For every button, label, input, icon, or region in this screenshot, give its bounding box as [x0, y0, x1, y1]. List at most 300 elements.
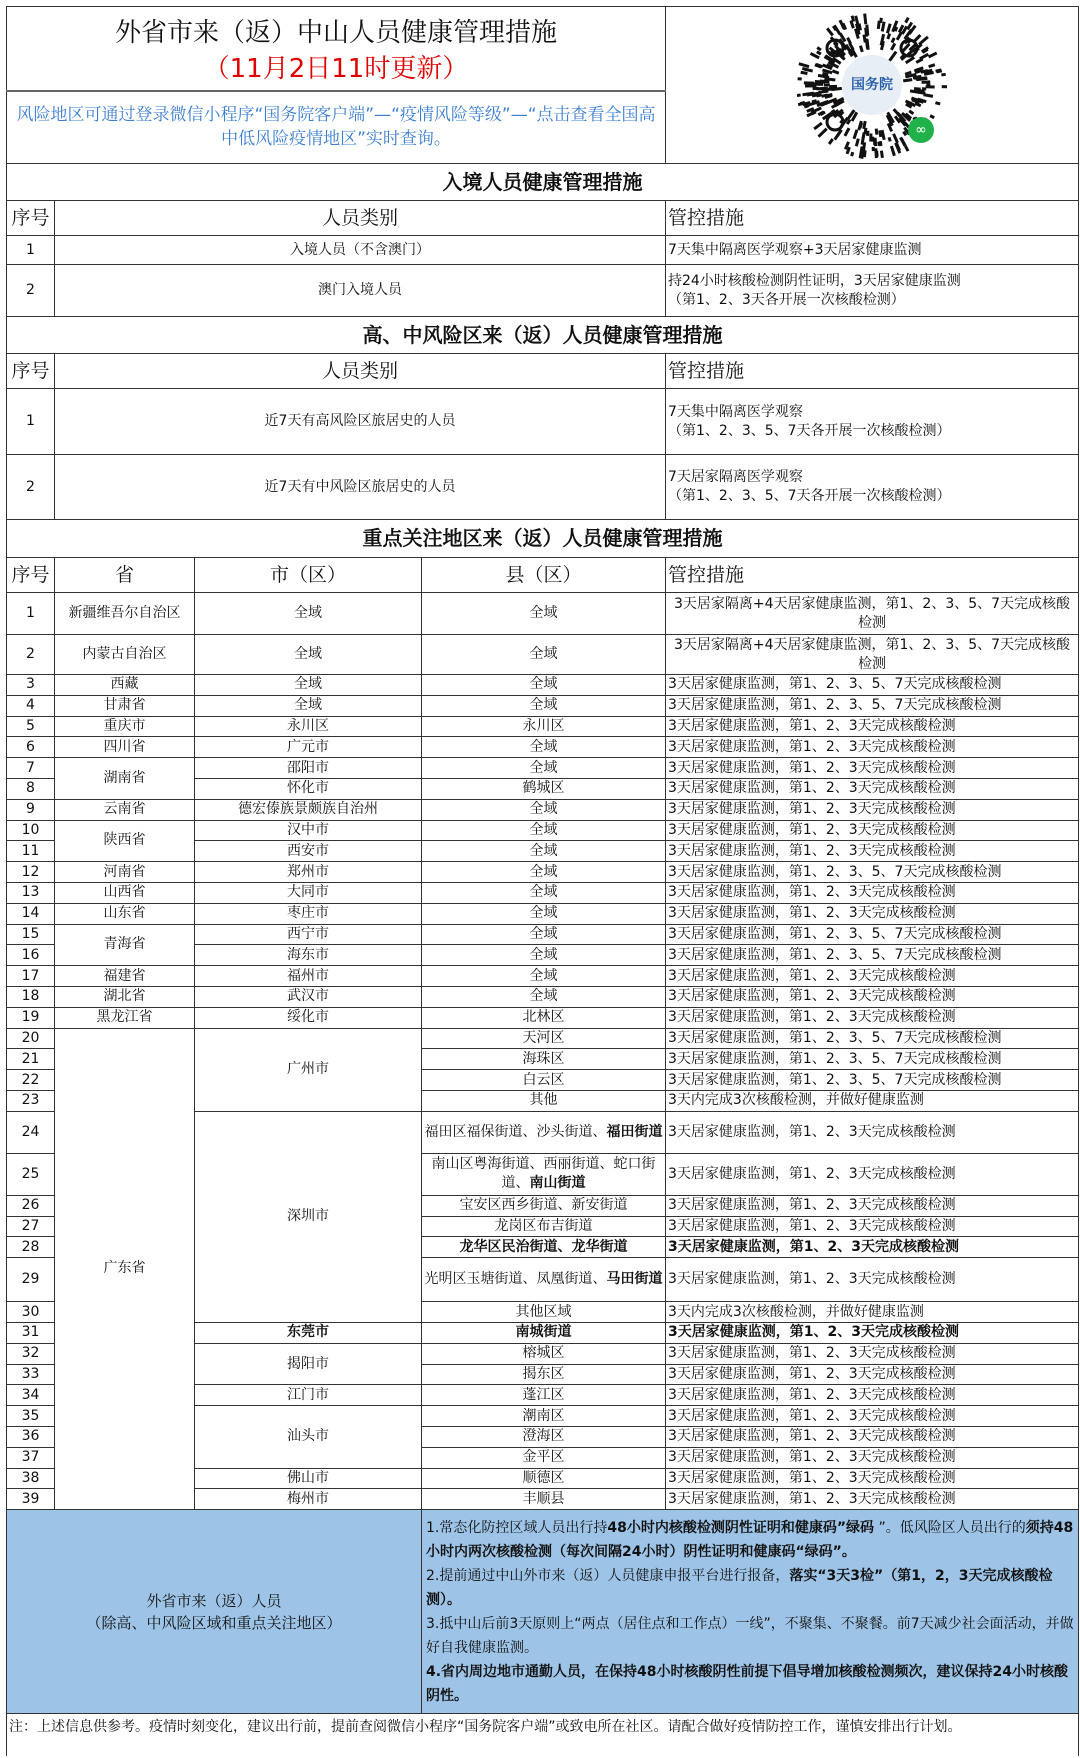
- table-row: [7, 593, 1079, 635]
- city: 全域: [195, 695, 422, 716]
- state-council-logo: 国务院: [842, 55, 902, 115]
- table-row: [7, 1007, 1079, 1028]
- county-text: 全域: [529, 884, 558, 901]
- label-line-1: 外省市来（返）人员: [146, 1591, 282, 1610]
- city: 广元市: [195, 737, 422, 758]
- county: [422, 1468, 666, 1489]
- county-text: 全域: [529, 946, 558, 963]
- table-row: [7, 882, 1079, 903]
- county-text-highlight: 南山街道: [529, 1175, 586, 1192]
- control-measures: 3天居家健康监测，第1、2、3天完成核酸检测: [666, 1364, 1079, 1385]
- province: 重庆市: [55, 716, 195, 737]
- control-measures: 3天居家健康监测，第1、2、3、5、7天完成核酸检测: [666, 1049, 1079, 1070]
- county-text: 全域: [529, 842, 558, 859]
- control-measures: 3天居家健康监测，第1、2、3天完成核酸检测: [666, 1343, 1079, 1364]
- row-number: 2: [7, 455, 55, 520]
- qr-dot: [892, 133, 899, 143]
- city: 佛山市: [195, 1468, 422, 1489]
- row-number: 37: [7, 1447, 55, 1468]
- county-text: 龙岗区布吉街道: [494, 1217, 593, 1234]
- person-category: 入境人员（不含澳门）: [55, 236, 666, 265]
- qr-dot: [863, 13, 867, 24]
- county-text: 天河区: [522, 1029, 565, 1046]
- county: [422, 593, 666, 635]
- county: [422, 1028, 666, 1049]
- city: 全域: [195, 675, 422, 696]
- county: [422, 1153, 666, 1195]
- col-header-measures: 管控措施: [666, 558, 1079, 593]
- county: [422, 862, 666, 883]
- control-measures: 3天居家健康监测，第1、2、3、5、7天完成核酸检测: [666, 924, 1079, 945]
- qr-dot: [880, 150, 884, 158]
- qr-dot: [872, 147, 875, 151]
- county: [422, 695, 666, 716]
- row-number: 33: [7, 1364, 55, 1385]
- city: 福州市: [195, 966, 422, 987]
- control-measures: [666, 236, 1079, 265]
- col-header-measures: 管控措施: [666, 354, 1079, 389]
- control-measures: 3天居家健康监测，第1、2、3天完成核酸检测: [666, 758, 1079, 779]
- county: [422, 1447, 666, 1468]
- county: [422, 1302, 666, 1323]
- county: [422, 758, 666, 779]
- qr-dot: [817, 128, 827, 138]
- row-number: 6: [7, 737, 55, 758]
- city: 揭阳市: [195, 1343, 422, 1385]
- city: 东莞市: [195, 1322, 422, 1343]
- section-header: [7, 164, 1079, 201]
- qr-dot: [826, 27, 834, 36]
- qr-dot: [886, 33, 891, 39]
- province: 西藏: [55, 675, 195, 696]
- province: 云南省: [55, 799, 195, 820]
- city: 德宏傣族景颇族自治州: [195, 799, 422, 820]
- row-number: 21: [7, 1049, 55, 1070]
- county-text: 全域: [529, 646, 558, 662]
- row-number: 15: [7, 924, 55, 945]
- qr-dot: [832, 69, 839, 74]
- control-measures: 3天居家健康监测，第1、2、3天完成核酸检测: [666, 1426, 1079, 1447]
- county-text: 鹤城区: [522, 780, 565, 797]
- county-text: 全域: [529, 925, 558, 942]
- county-text: 全域: [529, 801, 558, 818]
- qr-dot: [816, 46, 821, 51]
- county-text: 金平区: [522, 1449, 565, 1466]
- person-category: 近7天有高风险区旅居史的人员: [55, 389, 666, 455]
- county: [422, 1237, 666, 1258]
- qr-dot: [881, 21, 886, 31]
- row-number: 5: [7, 716, 55, 737]
- county-text: 全域: [529, 821, 558, 838]
- qr-dot: [800, 71, 807, 75]
- control-measures: 3天居家隔离+4天居家健康监测，第1、2、3、5、7天完成核酸检测: [666, 593, 1079, 635]
- county-text: 澄海区: [522, 1428, 565, 1445]
- county: [422, 820, 666, 841]
- qr-dot: [890, 146, 896, 157]
- control-measures: 3天居家健康监测，第1、2、3天完成核酸检测: [666, 1111, 1079, 1153]
- row-number: 8: [7, 778, 55, 799]
- row-number: 27: [7, 1216, 55, 1237]
- row-number: 30: [7, 1302, 55, 1323]
- qr-dot: [850, 152, 854, 157]
- county: [422, 716, 666, 737]
- county-text: 全域: [529, 988, 558, 1005]
- county: [422, 1406, 666, 1427]
- row-number: 19: [7, 1007, 55, 1028]
- qr-dot: [806, 112, 812, 117]
- county: [422, 1343, 666, 1364]
- county: [422, 841, 666, 862]
- row-number: 11: [7, 841, 55, 862]
- county: [422, 882, 666, 903]
- county: [422, 675, 666, 696]
- row-number: 4: [7, 695, 55, 716]
- wechat-miniprogram-icon: ∞: [908, 117, 934, 143]
- control-measures: 3天居家健康监测，第1、2、3天完成核酸检测: [666, 966, 1079, 987]
- county-text: 其他: [529, 1092, 558, 1109]
- table-row: [7, 716, 1079, 737]
- qr-dot: [844, 127, 851, 136]
- control-measures: 3天居家健康监测，第1、2、3天完成核酸检测: [666, 716, 1079, 737]
- table-row: [7, 966, 1079, 987]
- table-row: [7, 675, 1079, 696]
- province: 湖北省: [55, 986, 195, 1007]
- city: 大同市: [195, 882, 422, 903]
- county-text-highlight: 龙华区民治街道、龙华街道: [459, 1238, 628, 1255]
- qr-dot: [797, 93, 801, 97]
- measure-detail: （第1、2、3天各开展一次核酸检测）: [668, 291, 905, 308]
- county-text: 全域: [529, 905, 558, 922]
- column-header-row: [7, 558, 1079, 593]
- control-measures: 3天居家健康监测，第1、2、3天完成核酸检测: [666, 1237, 1079, 1258]
- qr-dot: [877, 142, 880, 146]
- row-number: 20: [7, 1028, 55, 1049]
- city: 汉中市: [195, 820, 422, 841]
- county: [422, 986, 666, 1007]
- table-row: [7, 799, 1079, 820]
- county-text-highlight: 福田街道: [606, 1123, 663, 1140]
- county-text: 揭东区: [522, 1365, 565, 1382]
- control-measures: 3天居家健康监测，第1、2、3天完成核酸检测: [666, 1007, 1079, 1028]
- province: 河南省: [55, 862, 195, 883]
- city: 永川区: [195, 716, 422, 737]
- qr-dot: [926, 85, 935, 88]
- control-measures: 3天居家健康监测，第1、2、3、5、7天完成核酸检测: [666, 1070, 1079, 1091]
- county-text-highlight: 南城街道: [515, 1324, 572, 1341]
- county-text: 光明区玉塘街道、凤凰街道、: [424, 1271, 607, 1288]
- control-measures: 3天居家健康监测，第1、2、3天完成核酸检测: [666, 1489, 1079, 1510]
- county: [422, 1364, 666, 1385]
- province: 广东省: [55, 1028, 195, 1510]
- qr-dot: [888, 137, 892, 142]
- table-row: [7, 758, 1079, 779]
- other-regions-row: [7, 1510, 1079, 1714]
- province: 内蒙古自治区: [55, 635, 195, 675]
- col-header-category: 人员类别: [55, 201, 666, 236]
- row-number: 26: [7, 1195, 55, 1216]
- row-number: 36: [7, 1426, 55, 1447]
- table-row: [7, 903, 1079, 924]
- qr-dot: [890, 43, 896, 51]
- province: 山东省: [55, 903, 195, 924]
- city: 西宁市: [195, 924, 422, 945]
- county-text: 潮南区: [522, 1407, 565, 1424]
- city: 绥化市: [195, 1007, 422, 1028]
- section-header: [7, 317, 1079, 354]
- table-row: [7, 737, 1079, 758]
- row-number: 28: [7, 1237, 55, 1258]
- row-number: 9: [7, 799, 55, 820]
- qr-dot: [916, 58, 924, 64]
- county-text: 蓬江区: [522, 1386, 565, 1403]
- table-row: [7, 695, 1079, 716]
- control-measures: 3天居家健康监测，第1、2、3天完成核酸检测: [666, 1195, 1079, 1216]
- qr-code[interactable]: [668, 10, 1076, 160]
- row-number: 2: [7, 265, 55, 317]
- qr-dot: [874, 138, 877, 147]
- row-number: 10: [7, 820, 55, 841]
- section-header: [7, 520, 1079, 558]
- control-measures: 3天内完成3次核酸检测，并做好健康监测: [666, 1090, 1079, 1111]
- county-text: 海珠区: [522, 1050, 565, 1067]
- qr-dot: [824, 83, 830, 86]
- city: 深圳市: [195, 1111, 422, 1322]
- row-number: 32: [7, 1343, 55, 1364]
- col-header-measures: 管控措施: [666, 201, 1079, 236]
- city: 汕头市: [195, 1406, 422, 1468]
- row-number: 16: [7, 945, 55, 966]
- note-text: 1.常态化防控区域人员出行持: [426, 1519, 608, 1536]
- control-measures: 3天居家健康监测，第1、2、3天完成核酸检测: [666, 986, 1079, 1007]
- control-measures: 3天居家健康监测，第1、2、3天完成核酸检测: [666, 1468, 1079, 1489]
- city: 怀化市: [195, 778, 422, 799]
- section-title: 高、中风险区来（返）人员健康管理措施: [7, 317, 1079, 354]
- measure-note-4: [426, 1660, 1074, 1708]
- col-header-seq: 序号: [7, 354, 55, 389]
- county-text-highlight: 马田街道: [606, 1271, 663, 1288]
- control-measures: 3天居家健康监测，第1、2、3天完成核酸检测: [666, 841, 1079, 862]
- table-row: [7, 862, 1079, 883]
- city: 武汉市: [195, 986, 422, 1007]
- qr-dot: [928, 52, 938, 59]
- county-text: 福田区福保街道、沙头街道、: [424, 1123, 607, 1140]
- control-measures: 3天居家健康监测，第1、2、3天完成核酸检测: [666, 882, 1079, 903]
- control-measures: 3天居家健康监测，第1、2、3天完成核酸检测: [666, 1216, 1079, 1237]
- qr-dot: [941, 73, 946, 77]
- label-line-2: （除高、中风险区域和重点关注地区）: [86, 1613, 342, 1632]
- county-text: 全域: [529, 605, 558, 621]
- control-measures: 3天居家健康监测，第1、2、3天完成核酸检测: [666, 1385, 1079, 1406]
- control-measures: 3天居家健康监测，第1、2、3天完成核酸检测: [666, 737, 1079, 758]
- column-header-row: [7, 354, 1079, 389]
- qr-dot: [886, 23, 892, 33]
- footnote-row: [7, 1714, 1079, 1757]
- city: 枣庄市: [195, 903, 422, 924]
- table-row: [7, 635, 1079, 675]
- county: [422, 903, 666, 924]
- measure-line: 7天居家隔离医学观察: [668, 469, 803, 485]
- control-measures: 3天居家健康监测，第1、2、3天完成核酸检测: [666, 1406, 1079, 1427]
- measure-line: 持24小时核酸检测阴性证明，3天居家健康监测: [668, 272, 961, 289]
- county-text: 全域: [529, 676, 558, 693]
- county-text: 永川区: [522, 717, 565, 734]
- qr-code-cell: [666, 7, 1079, 164]
- row-number: 39: [7, 1489, 55, 1510]
- county-text: 北林区: [522, 1009, 565, 1026]
- control-measures: 3天居家健康监测，第1、2、3、5、7天完成核酸检测: [666, 1028, 1079, 1049]
- column-header-row: [7, 201, 1079, 236]
- qr-dot: [804, 81, 814, 84]
- county: [422, 737, 666, 758]
- col-header-city: 市（区）: [195, 558, 422, 593]
- col-header-seq: 序号: [7, 558, 55, 593]
- col-header-seq: 序号: [7, 201, 55, 236]
- province: 甘肃省: [55, 695, 195, 716]
- control-measures: [666, 455, 1079, 520]
- qr-dot: [833, 130, 841, 140]
- table-row: [7, 389, 1079, 455]
- province: 四川省: [55, 737, 195, 758]
- county: [422, 1070, 666, 1091]
- qr-dot: [875, 128, 879, 134]
- person-category: 澳门入境人员: [55, 265, 666, 317]
- qr-dot: [798, 62, 809, 68]
- row-number: 13: [7, 882, 55, 903]
- row-number: 3: [7, 675, 55, 696]
- measure-detail: （第1、2、3、5、7天各开展一次核酸检测）: [668, 422, 951, 439]
- measure-line: 7天集中隔离医学观察+3天居家健康监测: [668, 241, 922, 258]
- city: 梅州市: [195, 1489, 422, 1510]
- county: [422, 966, 666, 987]
- county-text: 白云区: [522, 1071, 565, 1088]
- note-text: 须持48小时内两次核酸检测（每次间隔24小时）阴性证明和健康码“绿码”。: [426, 1519, 1074, 1560]
- county-text: 榕城区: [522, 1345, 565, 1362]
- row-number: 25: [7, 1153, 55, 1195]
- county: [422, 1007, 666, 1028]
- qr-dot: [877, 21, 881, 29]
- qr-dot: [855, 138, 860, 146]
- table-row: [7, 986, 1079, 1007]
- person-category: 近7天有中风险区旅居史的人员: [55, 455, 666, 520]
- title-text: 外省市来（返）中山人员健康管理措施: [115, 18, 558, 49]
- note-text: 落实“3天3检”（第1，2，3天完成核酸检测）。: [426, 1567, 1053, 1608]
- county: [422, 1385, 666, 1406]
- footnote: 注：上述信息供参考。疫情时刻变化，建议出行前，提前查阅微信小程序“国务院客户端”或致电所在社区。请配合做好疫情防控工作，谨慎安排出行计划。: [7, 1714, 1079, 1757]
- row-number: 24: [7, 1111, 55, 1153]
- county-text: 全域: [529, 863, 558, 880]
- province: 青海省: [55, 924, 195, 966]
- row-number: 7: [7, 758, 55, 779]
- row-number: 1: [7, 236, 55, 265]
- risk-query-notice: 风险地区可通过登录微信小程序“国务院客户端”—“疫情风险等级”—“点击查看全国高中低风险疫情地区”实时查询。: [7, 91, 666, 164]
- table-row: [7, 1028, 1079, 1049]
- county-text: 宝安区西乡街道、新安街道: [459, 1197, 628, 1214]
- county: [422, 1489, 666, 1510]
- qr-dot: [813, 122, 822, 130]
- qr-dot: [859, 45, 864, 52]
- section-title: 入境人员健康管理措施: [7, 164, 1079, 201]
- row-number: 35: [7, 1406, 55, 1427]
- county-text: 全域: [529, 697, 558, 714]
- control-measures: [666, 389, 1079, 455]
- row-number: 1: [7, 593, 55, 635]
- city: 江门市: [195, 1385, 422, 1406]
- county: [422, 799, 666, 820]
- row-number: 17: [7, 966, 55, 987]
- row-number: 14: [7, 903, 55, 924]
- col-header-province: 省: [55, 558, 195, 593]
- control-measures: 3天居家健康监测，第1、2、3天完成核酸检测: [666, 799, 1079, 820]
- row-number: 23: [7, 1090, 55, 1111]
- control-measures: 3天居家健康监测，第1、2、3、5、7天完成核酸检测: [666, 675, 1079, 696]
- county: [422, 1258, 666, 1302]
- county-text: 丰顺县: [522, 1490, 565, 1507]
- measure-note-2: [426, 1564, 1074, 1612]
- control-measures: 3天居家健康监测，第1、2、3天完成核酸检测: [666, 903, 1079, 924]
- note-text: 4.省内周边地市通勤人员，在保持48小时核酸阴性前提下倡导增加核酸检测频次，建议保持24小时核酸阴性。: [426, 1663, 1069, 1704]
- other-regions-label: [7, 1510, 422, 1714]
- county: [422, 1049, 666, 1070]
- city: 全域: [195, 593, 422, 635]
- col-header-category: 人员类别: [55, 354, 666, 389]
- county-text: 其他区域: [515, 1303, 572, 1320]
- province: 福建省: [55, 966, 195, 987]
- qr-dot: [935, 101, 941, 105]
- measure-line: 7天集中隔离医学观察: [668, 403, 803, 420]
- county: [422, 1426, 666, 1447]
- province: 新疆维吾尔自治区: [55, 593, 195, 635]
- measure-note-1: [426, 1516, 1074, 1564]
- county-text: 全域: [529, 759, 558, 776]
- control-measures: 3天居家健康监测，第1、2、3、5、7天完成核酸检测: [666, 862, 1079, 883]
- control-measures: 3天居家健康监测，第1、2、3天完成核酸检测: [666, 1322, 1079, 1343]
- control-measures: 3天居家健康监测，第1、2、3、5、7天完成核酸检测: [666, 695, 1079, 716]
- city: 全域: [195, 635, 422, 675]
- province: 黑龙江省: [55, 1007, 195, 1028]
- table-row: [7, 236, 1079, 265]
- qr-dot: [846, 37, 852, 44]
- city: 广州市: [195, 1028, 422, 1111]
- control-measures: [666, 265, 1079, 317]
- page-title: [7, 7, 666, 91]
- city: 西安市: [195, 841, 422, 862]
- qr-dot: [874, 148, 878, 158]
- row-number: 2: [7, 635, 55, 675]
- control-measures: 3天居家健康监测，第1、2、3天完成核酸检测: [666, 1447, 1079, 1468]
- qr-dot: [928, 63, 935, 68]
- province: 湖南省: [55, 758, 195, 800]
- control-measures: 3天居家健康监测，第1、2、3天完成核酸检测: [666, 1258, 1079, 1302]
- note-text: 3.抵中山后前3天原则上“两点（居住点和工作点）一线”，不聚集、不聚餐。前7天减少社会面活动，并做好自我健康监测。: [426, 1615, 1074, 1656]
- county-text: 南山区粤海街道、西丽街道、蛇口街道、: [431, 1156, 656, 1192]
- other-regions-measures: [422, 1510, 1079, 1714]
- row-number: 18: [7, 986, 55, 1007]
- qr-dot: [896, 31, 903, 40]
- note-text: ”。低风险区人员出行的: [874, 1519, 1026, 1536]
- county: [422, 1216, 666, 1237]
- row-number: 34: [7, 1385, 55, 1406]
- county: [422, 945, 666, 966]
- row-number: 1: [7, 389, 55, 455]
- qr-dot: [922, 80, 931, 83]
- control-measures: 3天居家健康监测，第1、2、3天完成核酸检测: [666, 820, 1079, 841]
- county-text: 全域: [529, 738, 558, 755]
- table-row: [7, 820, 1079, 841]
- row-number: 31: [7, 1322, 55, 1343]
- qr-dot: [903, 78, 912, 82]
- city: 邵阳市: [195, 758, 422, 779]
- update-time: （11月2日11时更新）: [203, 54, 469, 85]
